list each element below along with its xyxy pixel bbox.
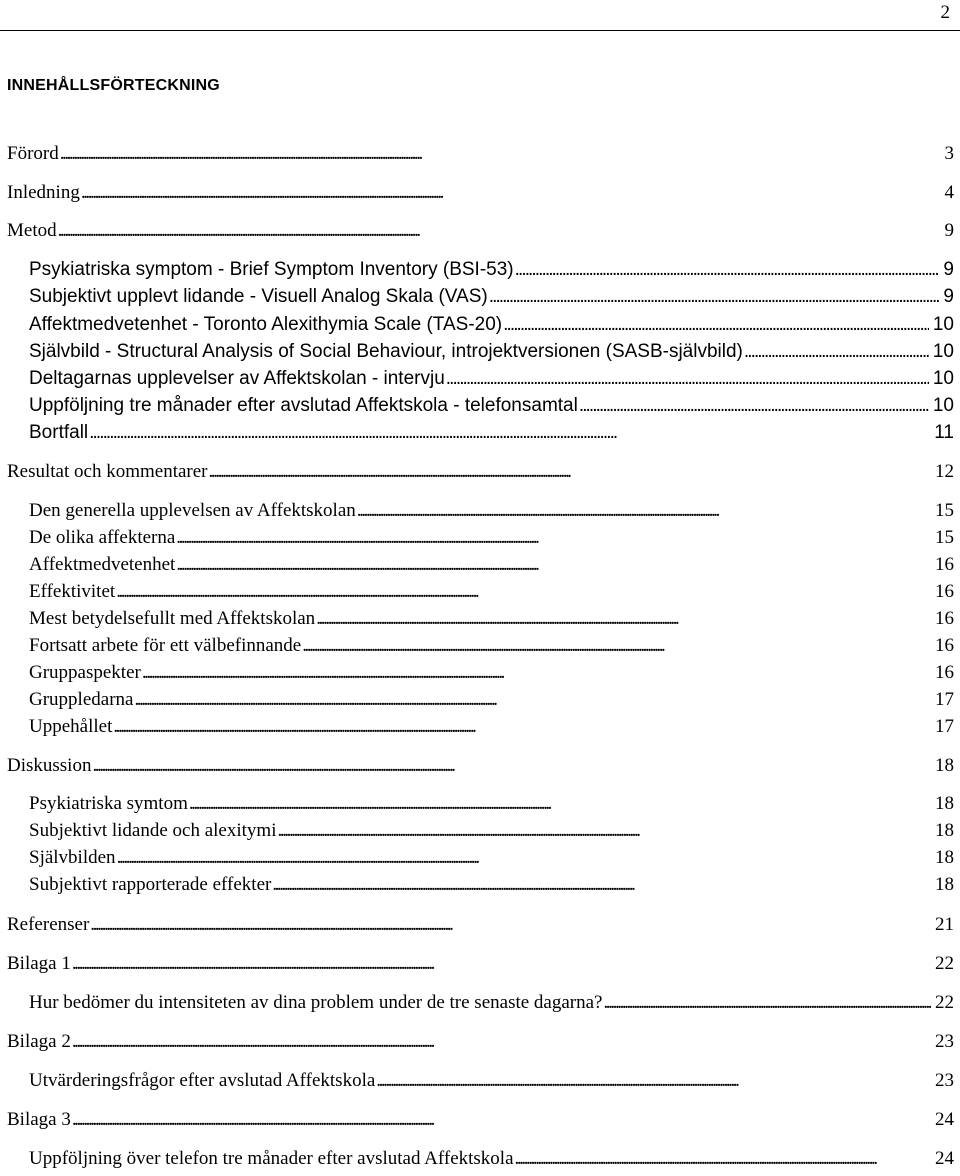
toc-entry-label: Effektivitet — [29, 581, 116, 602]
toc-entry-gruppaspekter[interactable] — [29, 662, 954, 684]
toc-entry-uppehallet[interactable] — [29, 716, 954, 738]
toc-entry-fororod[interactable] — [7, 143, 954, 165]
toc-entry-label: Bilaga 2 — [7, 1031, 71, 1052]
toc-entry-label: Den generella upplevelsen av Affektskolan — [29, 500, 356, 521]
dot-leader — [277, 820, 931, 842]
dot-leader — [744, 341, 929, 363]
dot-leader — [134, 689, 931, 711]
toc-entry-gruppledarna[interactable] — [29, 689, 954, 711]
toc-entry-label: De olika affekterna — [29, 527, 176, 548]
toc-entry-bortfall[interactable] — [29, 422, 954, 444]
dot-leader — [72, 1109, 931, 1131]
toc-entry-label: Gruppaspekter — [29, 662, 141, 683]
toc-entry-page: 3 — [944, 143, 954, 164]
toc-entry-generella[interactable] — [29, 500, 954, 522]
toc-entry-uppfoljning-telefon[interactable] — [29, 1148, 954, 1170]
toc-entry-page: 16 — [935, 635, 954, 656]
dot-leader — [92, 755, 931, 777]
toc-entry-bilaga-3[interactable] — [7, 1109, 954, 1131]
toc-entry-label: Hur bedömer du intensiteten av dina problem under de tre senaste dagarna? — [29, 992, 603, 1013]
toc-entry-label: Gruppledarna — [29, 689, 134, 710]
toc-entry-utvarderingsfragor[interactable] — [29, 1070, 954, 1092]
toc-entry-page: 9 — [944, 220, 954, 241]
toc-entry-label: Metod — [7, 220, 57, 241]
toc-entry-page: 21 — [935, 914, 954, 935]
dot-leader — [209, 461, 932, 483]
dot-leader — [272, 874, 931, 896]
toc-entry-mest-betydelsefullt[interactable] — [29, 608, 954, 630]
toc-entry-page: 16 — [935, 581, 954, 602]
toc-entry-label: Subjektivt rapporterade effekter — [29, 874, 272, 895]
dot-leader — [72, 953, 931, 975]
dot-leader — [376, 1070, 931, 1092]
toc-entry-label: Resultat och kommentarer — [7, 461, 208, 482]
toc-entry-inledning[interactable] — [7, 182, 954, 204]
toc-entry-lidande-alexitymi[interactable] — [29, 820, 954, 842]
toc-entry-page: 23 — [935, 1031, 954, 1052]
toc-entry-page: 10 — [932, 368, 954, 389]
toc-entry-diskussion[interactable] — [7, 755, 954, 777]
toc-entry-page: 18 — [935, 755, 954, 776]
toc-entry-label: Diskussion — [7, 755, 92, 776]
toc-entry-page: 9 — [943, 259, 954, 280]
toc-entry-uppfoljning[interactable] — [29, 395, 954, 417]
toc-entry-label: Självbilden — [29, 847, 116, 868]
toc-entry-label: Fortsatt arbete för ett välbefinnande — [29, 635, 302, 656]
dot-leader — [116, 581, 931, 603]
dot-leader — [515, 259, 940, 281]
toc-entry-page: 23 — [935, 1070, 954, 1091]
dot-leader — [515, 1148, 931, 1170]
toc-entry-page: 10 — [932, 341, 954, 362]
toc-entry-page: 10 — [932, 395, 954, 416]
toc-entry-label: Uppföljning tre månader efter avslutad Affektskola - telefonsamtal — [29, 395, 578, 416]
dot-leader — [357, 500, 931, 522]
toc-entry-page: 22 — [935, 953, 954, 974]
toc-entry-label: Uppehållet — [29, 716, 113, 737]
dot-leader — [176, 527, 931, 549]
toc-entry-affekterna[interactable] — [29, 527, 954, 549]
dot-leader — [189, 793, 931, 815]
toc-entry-label: Subjektivt upplevt lidande - Visuell Analog Skala (VAS) — [29, 286, 488, 307]
toc-entry-label: Referenser — [7, 914, 90, 935]
toc-entry-rapporterade-effekter[interactable] — [29, 874, 954, 896]
toc-entry-label: Inledning — [7, 182, 80, 203]
toc-entry-page: 18 — [935, 847, 954, 868]
page-number: 2 — [940, 2, 950, 23]
toc-entry-fortsatt-arbete[interactable] — [29, 635, 954, 657]
dot-leader — [58, 220, 941, 242]
dot-leader — [316, 608, 931, 630]
toc-entry-intervju[interactable] — [29, 368, 954, 390]
dot-leader — [579, 395, 929, 417]
dot-leader — [142, 662, 931, 684]
toc-entry-page: 24 — [935, 1148, 954, 1169]
toc-entry-label: Förord — [7, 143, 59, 164]
toc-entry-page: 24 — [935, 1109, 954, 1130]
toc-entry-label: Bortfall — [29, 422, 89, 443]
toc-entry-referenser[interactable] — [7, 914, 954, 936]
toc-entry-label: Utvärderingsfrågor efter avslutad Affektskola — [29, 1070, 376, 1091]
dot-leader — [60, 143, 941, 165]
toc-title: INNEHÅLLSFÖRTECKNING — [7, 77, 220, 94]
toc-entry-label: Bilaga 1 — [7, 953, 71, 974]
toc-entry-bsi[interactable] — [29, 259, 954, 281]
toc-entry-page: 9 — [943, 286, 954, 307]
toc-entry-label: Deltagarnas upplevelser av Affektskolan - intervju — [29, 368, 445, 389]
dot-leader — [603, 992, 931, 1014]
toc-entry-page: 16 — [935, 662, 954, 683]
dot-leader — [489, 286, 940, 308]
dot-leader — [89, 422, 930, 444]
toc-entry-affektmedvetenhet[interactable] — [29, 554, 954, 576]
toc-entry-page: 18 — [935, 820, 954, 841]
toc-entry-resultat[interactable] — [7, 461, 954, 483]
toc-entry-label: Affektmedvetenhet - Toronto Alexithymia Scale (TAS-20) — [29, 314, 503, 335]
toc-entry-label: Bilaga 3 — [7, 1109, 71, 1130]
dot-leader — [302, 635, 931, 657]
toc-entry-page: 16 — [935, 608, 954, 629]
toc-entry-sjalvbilden[interactable] — [29, 847, 954, 869]
dot-leader — [81, 182, 941, 204]
toc-entry-page: 17 — [935, 689, 954, 710]
dot-leader — [176, 554, 931, 576]
toc-entry-page: 15 — [935, 527, 954, 548]
header-rule — [0, 30, 960, 31]
toc-entry-label: Psykiatriska symtom — [29, 793, 188, 814]
toc-entry-page: 18 — [935, 793, 954, 814]
toc-entry-bilaga-2[interactable] — [7, 1031, 954, 1053]
toc-entry-page: 12 — [935, 461, 954, 482]
toc-entry-psykiatriska-symtom[interactable] — [29, 793, 954, 815]
toc-entry-page: 11 — [934, 422, 954, 443]
toc-entry-label: Mest betydelsefullt med Affektskolan — [29, 608, 316, 629]
toc-entry-page: 22 — [935, 992, 954, 1013]
toc-entry-page: 4 — [944, 182, 954, 203]
toc-entry-label: Subjektivt lidande och alexitymi — [29, 820, 277, 841]
toc-entry-page: 18 — [935, 874, 954, 895]
page-header — [0, 0, 960, 34]
toc-entry-metod[interactable] — [7, 220, 954, 242]
toc-entry-effektivitet[interactable] — [29, 581, 954, 603]
toc-entry-page: 10 — [932, 314, 954, 335]
dot-leader — [446, 368, 929, 390]
dot-leader — [117, 847, 931, 869]
dot-leader — [503, 314, 929, 336]
toc-entry-bilaga-1[interactable] — [7, 953, 954, 975]
toc-entry-page: 16 — [935, 554, 954, 575]
toc-entry-intensiteten[interactable] — [29, 992, 954, 1014]
toc-entry-label: Psykiatriska symptom - Brief Symptom Inventory (BSI-53) — [29, 259, 514, 280]
toc-entry-label: Affektmedvetenhet — [29, 554, 176, 575]
toc-entry-vas[interactable] — [29, 286, 954, 308]
toc-entry-tas[interactable] — [29, 314, 954, 336]
toc-entry-label: Självbild - Structural Analysis of Social Behaviour, introjektversionen (SASB-självbild) — [29, 341, 743, 362]
toc-entry-page: 17 — [935, 716, 954, 737]
dot-leader — [72, 1031, 931, 1053]
dot-leader — [90, 914, 931, 936]
toc-entry-label: Uppföljning över telefon tre månader efter avslutad Affektskola — [29, 1148, 514, 1169]
toc-entry-page: 15 — [935, 500, 954, 521]
toc-entry-sasb[interactable] — [29, 341, 954, 363]
dot-leader — [113, 716, 931, 738]
